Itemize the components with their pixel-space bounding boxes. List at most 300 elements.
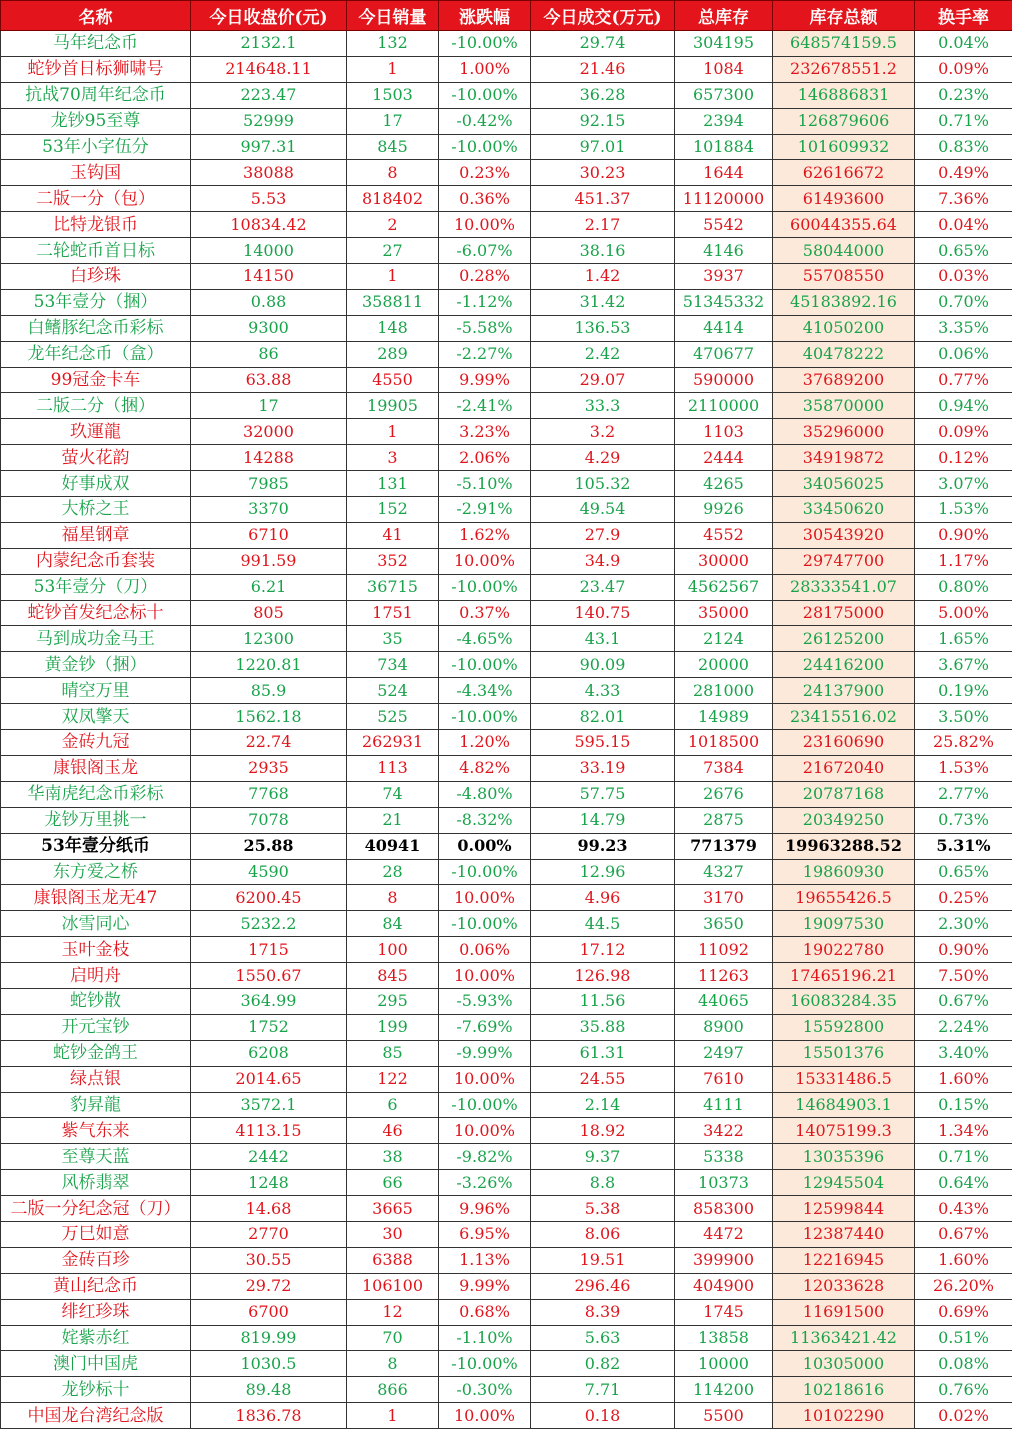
cell-close-price: 991.59 <box>191 548 347 574</box>
cell-turnover-amount: 140.75 <box>531 600 675 626</box>
cell-name: 双凤擎天 <box>1 704 191 730</box>
table-row <box>1 393 1012 419</box>
cell-name: 二版二分（捆） <box>1 393 191 419</box>
table-row <box>1 678 1012 704</box>
cell-sales-volume: 46 <box>347 1118 439 1144</box>
cell-sales-volume: 2 <box>347 212 439 238</box>
cell-change-percent: 9.99% <box>439 1273 531 1299</box>
cell-close-price: 4590 <box>191 859 347 885</box>
cell-turnover-rate: 0.19% <box>915 678 1012 704</box>
cell-name: 紫气东来 <box>1 1118 191 1144</box>
cell-close-price: 52999 <box>191 108 347 134</box>
cell-close-price: 12300 <box>191 626 347 652</box>
cell-inventory-value: 60044355.64 <box>773 212 915 238</box>
cell-change-percent: -10.00% <box>439 31 531 57</box>
cell-turnover-rate: 2.30% <box>915 911 1012 937</box>
cell-change-percent: -10.00% <box>439 1351 531 1377</box>
cell-total-inventory: 44065 <box>675 988 773 1014</box>
cell-sales-volume: 1 <box>347 56 439 82</box>
cell-inventory-value: 33450620 <box>773 497 915 523</box>
cell-inventory-value: 40478222 <box>773 341 915 367</box>
cell-close-price: 2935 <box>191 755 347 781</box>
table-row <box>1 937 1012 963</box>
cell-turnover-rate: 1.53% <box>915 497 1012 523</box>
cell-inventory-value: 20787168 <box>773 781 915 807</box>
cell-turnover-amount: 82.01 <box>531 704 675 730</box>
cell-sales-volume: 8 <box>347 1351 439 1377</box>
cell-inventory-value: 16083284.35 <box>773 988 915 1014</box>
cell-inventory-value: 34919872 <box>773 445 915 471</box>
cell-turnover-rate: 0.65% <box>915 238 1012 264</box>
cell-total-inventory: 51345332 <box>675 289 773 315</box>
cell-name: 康银阁玉龙 <box>1 755 191 781</box>
cell-close-price: 1220.81 <box>191 652 347 678</box>
cell-turnover-rate: 0.69% <box>915 1299 1012 1325</box>
cell-total-inventory: 2124 <box>675 626 773 652</box>
cell-total-inventory: 9926 <box>675 497 773 523</box>
cell-close-price: 9300 <box>191 315 347 341</box>
cell-turnover-rate: 0.90% <box>915 522 1012 548</box>
cell-name: 99冠金卡车 <box>1 367 191 393</box>
cell-turnover-amount: 21.46 <box>531 56 675 82</box>
cell-inventory-value: 34056025 <box>773 471 915 497</box>
cell-inventory-value: 14075199.3 <box>773 1118 915 1144</box>
cell-sales-volume: 524 <box>347 678 439 704</box>
cell-close-price: 85.9 <box>191 678 347 704</box>
cell-name: 康银阁玉龙无47 <box>1 885 191 911</box>
cell-sales-volume: 152 <box>347 497 439 523</box>
cell-turnover-rate: 0.04% <box>915 212 1012 238</box>
cell-change-percent: 10.00% <box>439 548 531 574</box>
cell-change-percent: 10.00% <box>439 212 531 238</box>
cell-turnover-rate: 3.67% <box>915 652 1012 678</box>
cell-total-inventory: 657300 <box>675 82 773 108</box>
cell-total-inventory: 2676 <box>675 781 773 807</box>
cell-inventory-value: 101609932 <box>773 134 915 160</box>
cell-turnover-rate: 3.40% <box>915 1040 1012 1066</box>
table-row <box>1 82 1012 108</box>
cell-inventory-value: 15592800 <box>773 1014 915 1040</box>
cell-close-price: 1030.5 <box>191 1351 347 1377</box>
cell-total-inventory: 399900 <box>675 1247 773 1273</box>
table-row <box>1 445 1012 471</box>
cell-close-price: 214648.11 <box>191 56 347 82</box>
cell-inventory-value: 20349250 <box>773 807 915 833</box>
cell-inventory-value: 232678551.2 <box>773 56 915 82</box>
cell-close-price: 2442 <box>191 1144 347 1170</box>
cell-change-percent: -4.80% <box>439 781 531 807</box>
cell-close-price: 1562.18 <box>191 704 347 730</box>
cell-close-price: 7078 <box>191 807 347 833</box>
cell-inventory-value: 14684903.1 <box>773 1092 915 1118</box>
cell-change-percent: 0.23% <box>439 160 531 186</box>
cell-sales-volume: 106100 <box>347 1273 439 1299</box>
table-row <box>1 1351 1012 1377</box>
cell-turnover-rate: 0.90% <box>915 937 1012 963</box>
cell-turnover-amount: 8.06 <box>531 1221 675 1247</box>
table-row <box>1 574 1012 600</box>
cell-inventory-value: 26125200 <box>773 626 915 652</box>
cell-name: 萤火花韵 <box>1 445 191 471</box>
cell-total-inventory: 4552 <box>675 522 773 548</box>
cell-inventory-value: 58044000 <box>773 238 915 264</box>
cell-sales-volume: 100 <box>347 937 439 963</box>
header-row <box>1 1 1012 31</box>
cell-sales-volume: 289 <box>347 341 439 367</box>
cell-change-percent: 3.23% <box>439 419 531 445</box>
cell-turnover-rate: 0.71% <box>915 108 1012 134</box>
cell-turnover-rate: 0.67% <box>915 988 1012 1014</box>
cell-total-inventory: 4146 <box>675 238 773 264</box>
cell-change-percent: -10.00% <box>439 704 531 730</box>
table-row <box>1 1221 1012 1247</box>
cell-name: 龙年纪念币（盒） <box>1 341 191 367</box>
cell-sales-volume: 113 <box>347 755 439 781</box>
cell-sales-volume: 41 <box>347 522 439 548</box>
cell-turnover-amount: 29.07 <box>531 367 675 393</box>
cell-total-inventory: 3650 <box>675 911 773 937</box>
cell-turnover-rate: 3.07% <box>915 471 1012 497</box>
cell-inventory-value: 35870000 <box>773 393 915 419</box>
cell-close-price: 6700 <box>191 1299 347 1325</box>
table-row <box>1 160 1012 186</box>
cell-name: 白珍珠 <box>1 264 191 290</box>
cell-change-percent: -10.00% <box>439 82 531 108</box>
cell-turnover-rate: 0.83% <box>915 134 1012 160</box>
cell-total-inventory: 4414 <box>675 315 773 341</box>
cell-inventory-value: 17465196.21 <box>773 963 915 989</box>
cell-change-percent: 0.06% <box>439 937 531 963</box>
cell-name: 东方爱之桥 <box>1 859 191 885</box>
table-row <box>1 885 1012 911</box>
cell-inventory-value: 648574159.5 <box>773 31 915 57</box>
cell-change-percent: 10.00% <box>439 1118 531 1144</box>
cell-total-inventory: 7610 <box>675 1066 773 1092</box>
cell-turnover-amount: 35.88 <box>531 1014 675 1040</box>
cell-name: 华南虎纪念币彩标 <box>1 781 191 807</box>
cell-inventory-value: 23160690 <box>773 730 915 756</box>
cell-close-price: 1248 <box>191 1170 347 1196</box>
cell-turnover-rate: 0.12% <box>915 445 1012 471</box>
cell-turnover-rate: 0.49% <box>915 160 1012 186</box>
cell-name: 豹昇龍 <box>1 1092 191 1118</box>
cell-turnover-rate: 7.36% <box>915 186 1012 212</box>
cell-sales-volume: 8 <box>347 160 439 186</box>
cell-inventory-value: 12387440 <box>773 1221 915 1247</box>
cell-change-percent: -3.26% <box>439 1170 531 1196</box>
cell-inventory-value: 126879606 <box>773 108 915 134</box>
cell-total-inventory: 858300 <box>675 1196 773 1222</box>
cell-name: 蛇钞金鸽王 <box>1 1040 191 1066</box>
cell-turnover-amount: 595.15 <box>531 730 675 756</box>
cell-sales-volume: 6 <box>347 1092 439 1118</box>
cell-name: 蛇钞散 <box>1 988 191 1014</box>
cell-total-inventory: 4327 <box>675 859 773 885</box>
cell-turnover-amount: 9.37 <box>531 1144 675 1170</box>
cell-change-percent: -1.10% <box>439 1325 531 1351</box>
cell-change-percent: -2.91% <box>439 497 531 523</box>
cell-name: 二版一分（包） <box>1 186 191 212</box>
cell-turnover-rate: 0.03% <box>915 264 1012 290</box>
cell-sales-volume: 1503 <box>347 82 439 108</box>
cell-turnover-rate: 0.06% <box>915 341 1012 367</box>
cell-turnover-amount: 4.29 <box>531 445 675 471</box>
cell-close-price: 223.47 <box>191 82 347 108</box>
cell-name: 玖運龍 <box>1 419 191 445</box>
cell-turnover-rate: 3.35% <box>915 315 1012 341</box>
cell-total-inventory: 1084 <box>675 56 773 82</box>
cell-total-inventory: 2394 <box>675 108 773 134</box>
cell-total-inventory: 2110000 <box>675 393 773 419</box>
cell-sales-volume: 1751 <box>347 600 439 626</box>
cell-inventory-value: 28175000 <box>773 600 915 626</box>
table-row <box>1 1170 1012 1196</box>
cell-name: 蛇钞首发纪念标十 <box>1 600 191 626</box>
table-row <box>1 704 1012 730</box>
cell-turnover-amount: 90.09 <box>531 652 675 678</box>
cell-turnover-rate: 0.71% <box>915 1144 1012 1170</box>
cell-sales-volume: 4550 <box>347 367 439 393</box>
header-change-percent: 涨跌幅 <box>439 1 531 31</box>
cell-total-inventory: 590000 <box>675 367 773 393</box>
cell-turnover-amount: 33.19 <box>531 755 675 781</box>
cell-total-inventory: 404900 <box>675 1273 773 1299</box>
cell-turnover-rate: 0.64% <box>915 1170 1012 1196</box>
cell-turnover-rate: 1.65% <box>915 626 1012 652</box>
cell-inventory-value: 11363421.42 <box>773 1325 915 1351</box>
cell-close-price: 6200.45 <box>191 885 347 911</box>
cell-inventory-value: 45183892.16 <box>773 289 915 315</box>
table-row <box>1 652 1012 678</box>
cell-close-price: 29.72 <box>191 1273 347 1299</box>
cell-turnover-amount: 105.32 <box>531 471 675 497</box>
cell-close-price: 0.88 <box>191 289 347 315</box>
cell-turnover-amount: 11.56 <box>531 988 675 1014</box>
cell-close-price: 364.99 <box>191 988 347 1014</box>
cell-sales-volume: 132 <box>347 31 439 57</box>
cell-change-percent: 0.28% <box>439 264 531 290</box>
cell-close-price: 14000 <box>191 238 347 264</box>
cell-total-inventory: 10000 <box>675 1351 773 1377</box>
cell-total-inventory: 3170 <box>675 885 773 911</box>
cell-name: 绯红珍珠 <box>1 1299 191 1325</box>
cell-sales-volume: 122 <box>347 1066 439 1092</box>
cell-turnover-amount: 451.37 <box>531 186 675 212</box>
cell-turnover-amount: 49.54 <box>531 497 675 523</box>
cell-turnover-amount: 0.18 <box>531 1403 675 1429</box>
cell-turnover-amount: 97.01 <box>531 134 675 160</box>
cell-change-percent: 1.13% <box>439 1247 531 1273</box>
cell-sales-volume: 30 <box>347 1221 439 1247</box>
cell-sales-volume: 1 <box>347 264 439 290</box>
cell-close-price: 805 <box>191 600 347 626</box>
cell-sales-volume: 19905 <box>347 393 439 419</box>
cell-sales-volume: 818402 <box>347 186 439 212</box>
cell-close-price: 5232.2 <box>191 911 347 937</box>
cell-close-price: 22.74 <box>191 730 347 756</box>
cell-name: 启明舟 <box>1 963 191 989</box>
table-row <box>1 1247 1012 1273</box>
cell-inventory-value: 35296000 <box>773 419 915 445</box>
cell-turnover-amount: 3.2 <box>531 419 675 445</box>
cell-total-inventory: 470677 <box>675 341 773 367</box>
cell-turnover-amount: 0.82 <box>531 1351 675 1377</box>
table-row <box>1 1377 1012 1403</box>
table-body <box>1 31 1012 1429</box>
cell-name: 白鳍豚纪念币彩标 <box>1 315 191 341</box>
table-row <box>1 471 1012 497</box>
cell-total-inventory: 114200 <box>675 1377 773 1403</box>
cell-name: 53年小字伍分 <box>1 134 191 160</box>
cell-close-price: 2770 <box>191 1221 347 1247</box>
cell-sales-volume: 1 <box>347 419 439 445</box>
cell-name: 龙钞万里挑一 <box>1 807 191 833</box>
cell-turnover-amount: 33.3 <box>531 393 675 419</box>
cell-inventory-value: 10218616 <box>773 1377 915 1403</box>
table-row <box>1 134 1012 160</box>
cell-total-inventory: 304195 <box>675 31 773 57</box>
table-row <box>1 807 1012 833</box>
cell-total-inventory: 281000 <box>675 678 773 704</box>
cell-change-percent: -5.58% <box>439 315 531 341</box>
cell-turnover-amount: 92.15 <box>531 108 675 134</box>
cell-name: 万巳如意 <box>1 1221 191 1247</box>
cell-total-inventory: 101884 <box>675 134 773 160</box>
cell-change-percent: -0.30% <box>439 1377 531 1403</box>
cell-close-price: 32000 <box>191 419 347 445</box>
cell-turnover-rate: 1.60% <box>915 1066 1012 1092</box>
table-row <box>1 1144 1012 1170</box>
cell-inventory-value: 29747700 <box>773 548 915 574</box>
table-row <box>1 600 1012 626</box>
cell-change-percent: 0.68% <box>439 1299 531 1325</box>
cell-turnover-rate: 1.17% <box>915 548 1012 574</box>
cell-change-percent: -1.12% <box>439 289 531 315</box>
cell-change-percent: -10.00% <box>439 652 531 678</box>
cell-close-price: 1836.78 <box>191 1403 347 1429</box>
cell-name: 龙钞95至尊 <box>1 108 191 134</box>
table-row <box>1 1273 1012 1299</box>
cell-inventory-value: 146886831 <box>773 82 915 108</box>
table-row <box>1 1403 1012 1429</box>
cell-name: 澳门中国虎 <box>1 1351 191 1377</box>
cell-change-percent: -5.10% <box>439 471 531 497</box>
cell-sales-volume: 70 <box>347 1325 439 1351</box>
cell-turnover-rate: 0.09% <box>915 419 1012 445</box>
cell-inventory-value: 12945504 <box>773 1170 915 1196</box>
cell-inventory-value: 24416200 <box>773 652 915 678</box>
cell-turnover-amount: 4.33 <box>531 678 675 704</box>
header-turnover-amount: 今日成交(万元) <box>531 1 675 31</box>
cell-turnover-amount: 296.46 <box>531 1273 675 1299</box>
table-row <box>1 289 1012 315</box>
cell-total-inventory: 11092 <box>675 937 773 963</box>
cell-name: 二轮蛇币首日标 <box>1 238 191 264</box>
cell-inventory-value: 12216945 <box>773 1247 915 1273</box>
table-row <box>1 1118 1012 1144</box>
cell-name: 风桥翡翠 <box>1 1170 191 1196</box>
cell-close-price: 6.21 <box>191 574 347 600</box>
cell-inventory-value: 21672040 <box>773 755 915 781</box>
cell-name: 玉钩国 <box>1 160 191 186</box>
cell-sales-volume: 199 <box>347 1014 439 1040</box>
cell-change-percent: -10.00% <box>439 859 531 885</box>
cell-close-price: 30.55 <box>191 1247 347 1273</box>
cell-change-percent: 10.00% <box>439 885 531 911</box>
cell-turnover-rate: 0.02% <box>915 1403 1012 1429</box>
cell-total-inventory: 5500 <box>675 1403 773 1429</box>
cell-turnover-amount: 4.96 <box>531 885 675 911</box>
cell-turnover-amount: 17.12 <box>531 937 675 963</box>
cell-name: 大桥之王 <box>1 497 191 523</box>
cell-sales-volume: 845 <box>347 134 439 160</box>
cell-total-inventory: 2497 <box>675 1040 773 1066</box>
cell-turnover-amount: 2.17 <box>531 212 675 238</box>
cell-total-inventory: 13858 <box>675 1325 773 1351</box>
cell-change-percent: -2.27% <box>439 341 531 367</box>
table-row <box>1 419 1012 445</box>
cell-close-price: 1715 <box>191 937 347 963</box>
cell-inventory-value: 61493600 <box>773 186 915 212</box>
cell-turnover-amount: 5.63 <box>531 1325 675 1351</box>
table-row <box>1 1299 1012 1325</box>
cell-turnover-amount: 19.51 <box>531 1247 675 1273</box>
cell-sales-volume: 1 <box>347 1403 439 1429</box>
cell-sales-volume: 84 <box>347 911 439 937</box>
cell-inventory-value: 37689200 <box>773 367 915 393</box>
cell-sales-volume: 352 <box>347 548 439 574</box>
cell-change-percent: 1.20% <box>439 730 531 756</box>
table-row <box>1 1325 1012 1351</box>
cell-inventory-value: 23415516.02 <box>773 704 915 730</box>
table-row <box>1 367 1012 393</box>
table-row <box>1 264 1012 290</box>
cell-sales-volume: 36715 <box>347 574 439 600</box>
cell-close-price: 5.53 <box>191 186 347 212</box>
cell-total-inventory: 2875 <box>675 807 773 833</box>
table-row <box>1 781 1012 807</box>
cell-turnover-rate: 5.00% <box>915 600 1012 626</box>
cell-turnover-rate: 0.51% <box>915 1325 1012 1351</box>
cell-total-inventory: 14989 <box>675 704 773 730</box>
header-inventory-value: 库存总额 <box>773 1 915 31</box>
cell-turnover-amount: 5.38 <box>531 1196 675 1222</box>
cell-turnover-amount: 30.23 <box>531 160 675 186</box>
cell-inventory-value: 13035396 <box>773 1144 915 1170</box>
header-name: 名称 <box>1 1 191 31</box>
cell-sales-volume: 8 <box>347 885 439 911</box>
cell-turnover-amount: 8.8 <box>531 1170 675 1196</box>
table-row <box>1 988 1012 1014</box>
cell-turnover-amount: 27.9 <box>531 522 675 548</box>
cell-name: 玉叶金枝 <box>1 937 191 963</box>
cell-inventory-value: 19097530 <box>773 911 915 937</box>
table-row <box>1 730 1012 756</box>
table-row <box>1 31 1012 57</box>
cell-sales-volume: 21 <box>347 807 439 833</box>
cell-turnover-amount: 43.1 <box>531 626 675 652</box>
table-row <box>1 315 1012 341</box>
cell-close-price: 1752 <box>191 1014 347 1040</box>
cell-close-price: 4113.15 <box>191 1118 347 1144</box>
cell-sales-volume: 85 <box>347 1040 439 1066</box>
header-turnover-rate: 换手率 <box>915 1 1012 31</box>
cell-turnover-amount: 12.96 <box>531 859 675 885</box>
cell-change-percent: 9.99% <box>439 367 531 393</box>
cell-close-price: 14288 <box>191 445 347 471</box>
cell-name: 福星钢章 <box>1 522 191 548</box>
cell-total-inventory: 4111 <box>675 1092 773 1118</box>
